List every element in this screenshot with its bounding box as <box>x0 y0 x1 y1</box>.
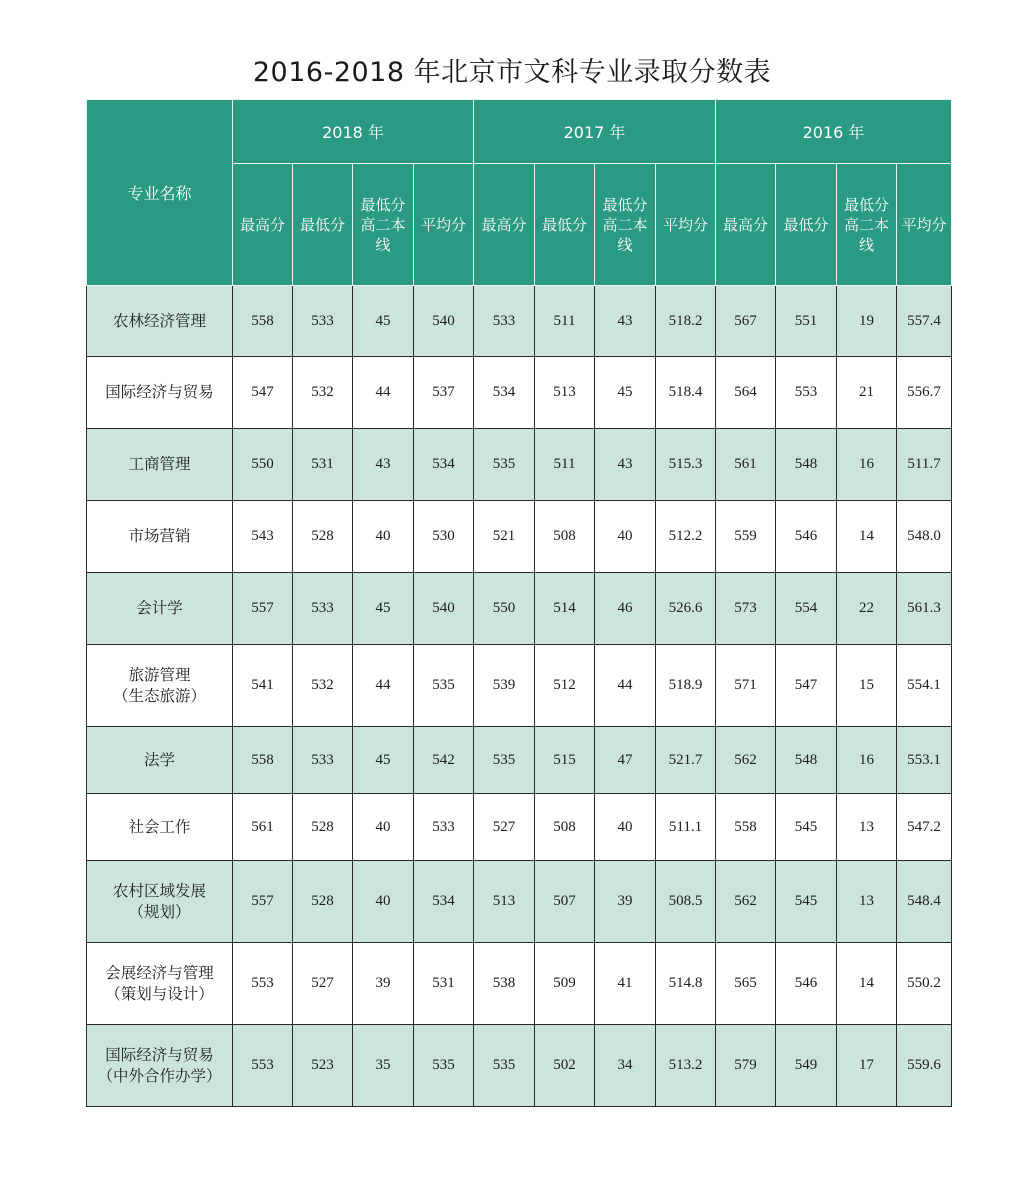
min-score-cell: 527 <box>293 943 353 1025</box>
min-above-line-cell: 34 <box>595 1025 656 1107</box>
max-score-cell: 557 <box>233 573 293 645</box>
avg-score-cell: 534 <box>414 429 474 501</box>
max-score-cell: 535 <box>474 429 535 501</box>
avg-score-cell: 521.7 <box>656 727 716 794</box>
min-score-cell: 511 <box>535 286 595 357</box>
table-row <box>87 645 952 727</box>
min-above-line-cell: 40 <box>353 861 414 943</box>
avg-score-cell: 556.7 <box>897 357 952 429</box>
avg-score-cell: 535 <box>414 1025 474 1107</box>
min-score-cell: 511 <box>535 429 595 501</box>
max-score-cell: 539 <box>474 645 535 727</box>
avg-score-cell: 526.6 <box>656 573 716 645</box>
table-body <box>87 286 952 1107</box>
min-above-line-cell: 40 <box>353 794 414 861</box>
avg-score-cell: 537 <box>414 357 474 429</box>
min-score-cell: 515 <box>535 727 595 794</box>
avg-score-cell: 542 <box>414 727 474 794</box>
max-score-cell: 559 <box>716 501 776 573</box>
avg-score-cell: 533 <box>414 794 474 861</box>
max-score-cell: 547 <box>233 357 293 429</box>
max-score-cell: 571 <box>716 645 776 727</box>
year-header-2016: 2016 年 <box>716 100 952 164</box>
max-score-cell: 561 <box>716 429 776 501</box>
admission-score-table <box>86 99 952 1107</box>
max-score-cell: 534 <box>474 357 535 429</box>
max-score-cell: 565 <box>716 943 776 1025</box>
min-score-header: 最低分 <box>535 164 595 286</box>
max-score-cell: 553 <box>233 1025 293 1107</box>
table-row <box>87 573 952 645</box>
avg-score-header: 平均分 <box>414 164 474 286</box>
table-row <box>87 286 952 357</box>
avg-score-cell: 534 <box>414 861 474 943</box>
min-above-line-cell: 40 <box>353 501 414 573</box>
max-score-cell: 538 <box>474 943 535 1025</box>
min-above-line-cell: 19 <box>837 286 897 357</box>
min-above-line-cell: 40 <box>595 501 656 573</box>
min-above-line-cell: 13 <box>837 861 897 943</box>
min-score-cell: 508 <box>535 794 595 861</box>
avg-score-cell: 508.5 <box>656 861 716 943</box>
major-name-cell: 国际经济与贸易 （中外合作办学） <box>87 1025 233 1107</box>
max-score-cell: 527 <box>474 794 535 861</box>
max-score-header: 最高分 <box>233 164 293 286</box>
min-score-cell: 546 <box>776 501 837 573</box>
avg-score-cell: 540 <box>414 573 474 645</box>
min-above-line-cell: 44 <box>353 645 414 727</box>
max-score-cell: 561 <box>233 794 293 861</box>
min-score-cell: 513 <box>535 357 595 429</box>
avg-score-cell: 518.4 <box>656 357 716 429</box>
major-name-cell: 国际经济与贸易 <box>87 357 233 429</box>
avg-score-cell: 553.1 <box>897 727 952 794</box>
min-above-line-cell: 17 <box>837 1025 897 1107</box>
major-name-cell: 工商管理 <box>87 429 233 501</box>
year-header-2017: 2017 年 <box>474 100 716 164</box>
max-score-cell: 533 <box>474 286 535 357</box>
max-score-cell: 513 <box>474 861 535 943</box>
major-name-cell: 农村区域发展 （规划） <box>87 861 233 943</box>
min-above-line-cell: 43 <box>595 286 656 357</box>
min-score-cell: 528 <box>293 501 353 573</box>
min-above-line-cell: 22 <box>837 573 897 645</box>
min-score-cell: 532 <box>293 645 353 727</box>
avg-score-cell: 511.7 <box>897 429 952 501</box>
min-above-line-cell: 35 <box>353 1025 414 1107</box>
min-above-line-cell: 21 <box>837 357 897 429</box>
max-score-cell: 553 <box>233 943 293 1025</box>
avg-score-cell: 540 <box>414 286 474 357</box>
min-above-line-cell: 44 <box>353 357 414 429</box>
max-score-cell: 579 <box>716 1025 776 1107</box>
max-score-cell: 543 <box>233 501 293 573</box>
avg-score-cell: 531 <box>414 943 474 1025</box>
min-above-line-header: 最低分 高二本 线 <box>595 164 656 286</box>
major-name-cell: 市场营销 <box>87 501 233 573</box>
avg-score-cell: 512.2 <box>656 501 716 573</box>
avg-score-cell: 514.8 <box>656 943 716 1025</box>
min-above-line-cell: 40 <box>595 794 656 861</box>
major-name-cell: 会计学 <box>87 573 233 645</box>
avg-score-cell: 513.2 <box>656 1025 716 1107</box>
table-row <box>87 943 952 1025</box>
min-score-cell: 545 <box>776 861 837 943</box>
min-above-line-cell: 44 <box>595 645 656 727</box>
min-above-line-header: 最低分 高二本 线 <box>353 164 414 286</box>
max-score-cell: 567 <box>716 286 776 357</box>
avg-score-cell: 511.1 <box>656 794 716 861</box>
min-above-line-cell: 45 <box>353 727 414 794</box>
min-score-cell: 528 <box>293 861 353 943</box>
max-score-cell: 557 <box>233 861 293 943</box>
min-above-line-cell: 47 <box>595 727 656 794</box>
max-score-cell: 562 <box>716 727 776 794</box>
min-above-line-cell: 15 <box>837 645 897 727</box>
avg-score-header: 平均分 <box>897 164 952 286</box>
min-score-cell: 523 <box>293 1025 353 1107</box>
min-score-cell: 509 <box>535 943 595 1025</box>
table-row <box>87 357 952 429</box>
major-name-cell: 法学 <box>87 727 233 794</box>
avg-score-cell: 515.3 <box>656 429 716 501</box>
max-score-cell: 550 <box>233 429 293 501</box>
max-score-header: 最高分 <box>474 164 535 286</box>
min-above-line-cell: 46 <box>595 573 656 645</box>
min-score-cell: 551 <box>776 286 837 357</box>
min-above-line-cell: 16 <box>837 429 897 501</box>
avg-score-cell: 550.2 <box>897 943 952 1025</box>
min-score-header: 最低分 <box>293 164 353 286</box>
max-score-cell: 535 <box>474 727 535 794</box>
max-score-cell: 573 <box>716 573 776 645</box>
major-name-cell: 会展经济与管理 （策划与设计） <box>87 943 233 1025</box>
min-score-cell: 548 <box>776 429 837 501</box>
min-score-cell: 545 <box>776 794 837 861</box>
major-name-cell: 社会工作 <box>87 794 233 861</box>
table-row <box>87 501 952 573</box>
page-title: 2016-2018 年北京市文科专业录取分数表 <box>252 57 772 88</box>
min-score-cell: 546 <box>776 943 837 1025</box>
max-score-cell: 558 <box>716 794 776 861</box>
min-score-cell: 532 <box>293 357 353 429</box>
min-score-cell: 533 <box>293 286 353 357</box>
max-score-cell: 550 <box>474 573 535 645</box>
min-score-cell: 548 <box>776 727 837 794</box>
min-above-line-cell: 13 <box>837 794 897 861</box>
min-above-line-cell: 45 <box>353 286 414 357</box>
min-score-cell: 512 <box>535 645 595 727</box>
min-above-line-cell: 41 <box>595 943 656 1025</box>
max-score-cell: 564 <box>716 357 776 429</box>
max-score-cell: 562 <box>716 861 776 943</box>
min-above-line-header: 最低分 高二本 线 <box>837 164 897 286</box>
table-row <box>87 429 952 501</box>
avg-score-cell: 547.2 <box>897 794 952 861</box>
table-row <box>87 794 952 861</box>
min-score-cell: 531 <box>293 429 353 501</box>
max-score-cell: 558 <box>233 727 293 794</box>
avg-score-header: 平均分 <box>656 164 716 286</box>
table-row <box>87 861 952 943</box>
min-score-cell: 533 <box>293 727 353 794</box>
max-score-cell: 558 <box>233 286 293 357</box>
avg-score-cell: 548.4 <box>897 861 952 943</box>
avg-score-cell: 518.9 <box>656 645 716 727</box>
min-score-cell: 514 <box>535 573 595 645</box>
avg-score-cell: 561.3 <box>897 573 952 645</box>
min-score-cell: 547 <box>776 645 837 727</box>
max-score-cell: 521 <box>474 501 535 573</box>
min-above-line-cell: 43 <box>595 429 656 501</box>
min-score-cell: 533 <box>293 573 353 645</box>
year-header-2018: 2018 年 <box>233 100 474 164</box>
min-above-line-cell: 16 <box>837 727 897 794</box>
max-score-header: 最高分 <box>716 164 776 286</box>
min-above-line-cell: 45 <box>353 573 414 645</box>
min-score-cell: 554 <box>776 573 837 645</box>
min-above-line-cell: 14 <box>837 943 897 1025</box>
min-above-line-cell: 39 <box>353 943 414 1025</box>
min-above-line-cell: 39 <box>595 861 656 943</box>
table-header <box>87 100 952 286</box>
min-above-line-cell: 45 <box>595 357 656 429</box>
avg-score-cell: 554.1 <box>897 645 952 727</box>
table-row <box>87 1025 952 1107</box>
min-score-cell: 528 <box>293 794 353 861</box>
major-name-header: 专业名称 <box>87 100 233 286</box>
min-score-cell: 502 <box>535 1025 595 1107</box>
major-name-cell: 旅游管理 （生态旅游） <box>87 645 233 727</box>
avg-score-cell: 557.4 <box>897 286 952 357</box>
min-score-cell: 549 <box>776 1025 837 1107</box>
min-score-cell: 507 <box>535 861 595 943</box>
major-name-cell: 农林经济管理 <box>87 286 233 357</box>
min-score-cell: 508 <box>535 501 595 573</box>
min-above-line-cell: 43 <box>353 429 414 501</box>
min-above-line-cell: 14 <box>837 501 897 573</box>
max-score-cell: 535 <box>474 1025 535 1107</box>
avg-score-cell: 518.2 <box>656 286 716 357</box>
avg-score-cell: 530 <box>414 501 474 573</box>
max-score-cell: 541 <box>233 645 293 727</box>
avg-score-cell: 559.6 <box>897 1025 952 1107</box>
min-score-header: 最低分 <box>776 164 837 286</box>
avg-score-cell: 535 <box>414 645 474 727</box>
table-row <box>87 727 952 794</box>
min-score-cell: 553 <box>776 357 837 429</box>
avg-score-cell: 548.0 <box>897 501 952 573</box>
